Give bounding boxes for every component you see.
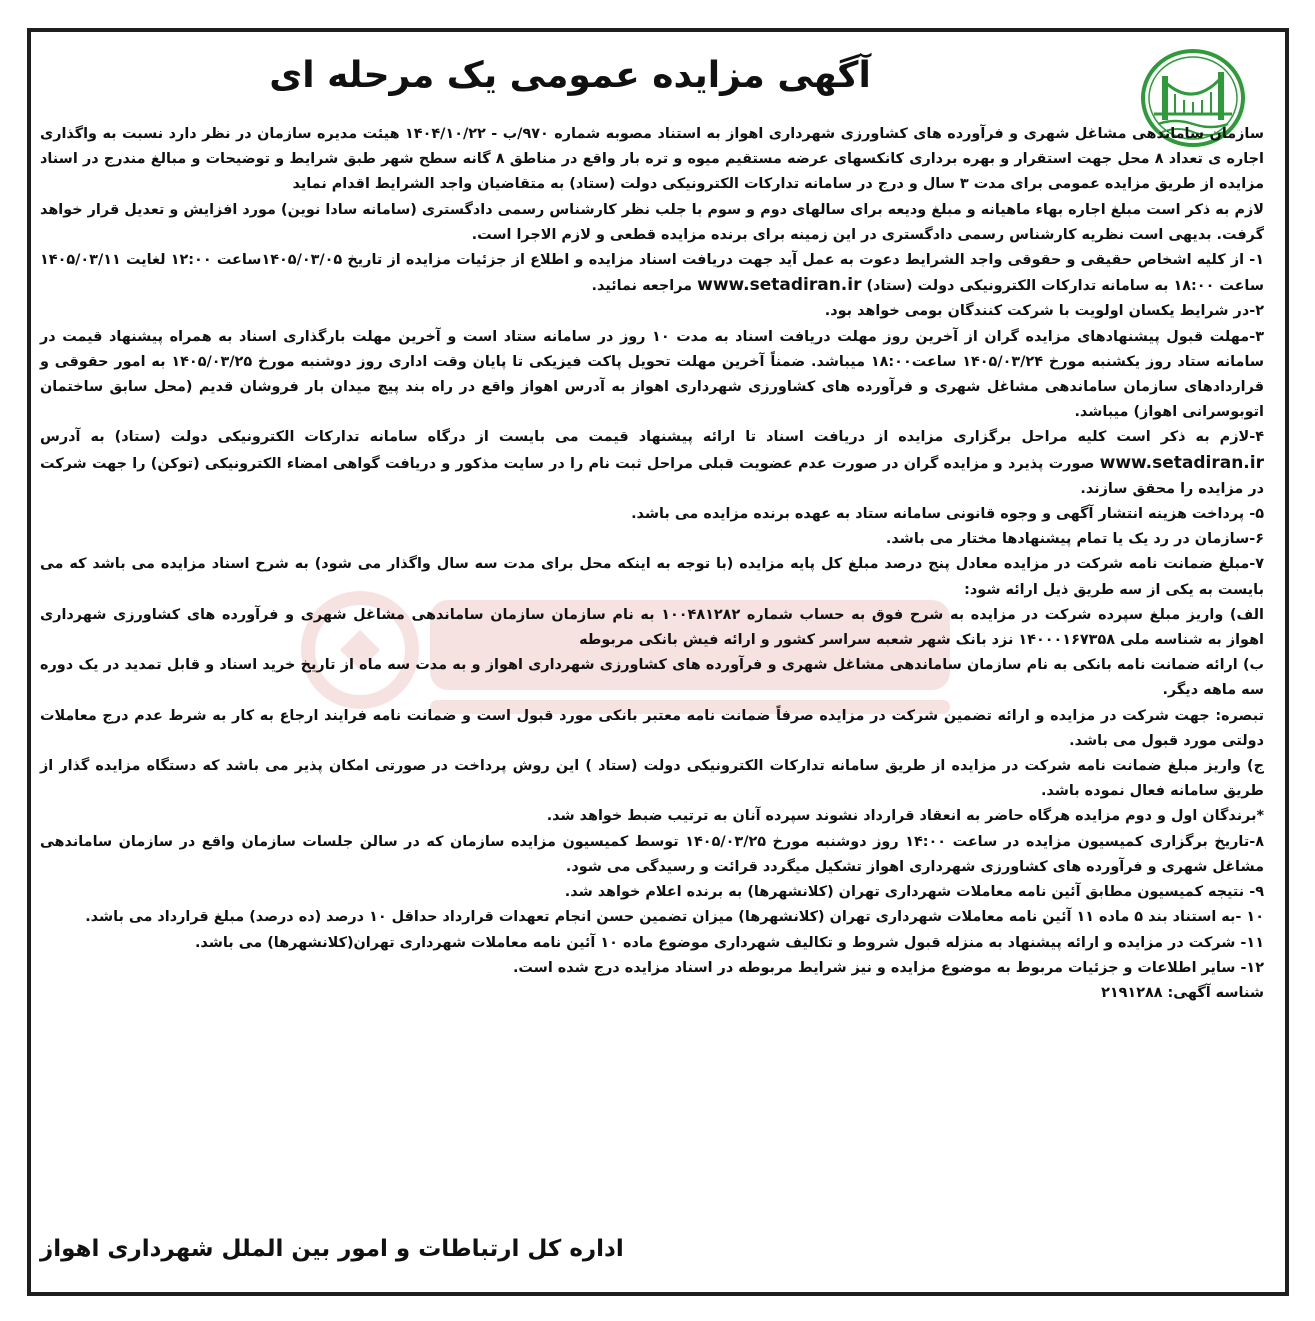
footer-signature: اداره کل ارتباطات و امور بین الملل شهرداری اهواز (40, 1236, 624, 1262)
item-4-tail: صورت پذیرد و مزایده گران در صورت عدم عضویت قبلی مراحل ثبت نام را در سایت مذکور و دریافت گواهی امضاء الکترونیکی (توکن) را جهت شرکت در مزایده را محقق سازند. (40, 455, 1264, 497)
setad-url-link-2[interactable]: www.setadiran.ir (1099, 452, 1264, 473)
item-7-option-alef: الف) واریز مبلغ سپرده شرکت در مزایده به شرح فوق به حساب شماره ۱۰۰۴۸۱۲۸۲ به نام سازمان سازمان ساماندهی مشاغل شهری و فرآورده های کشاورزی شهرداری اهواز به شناسه ملی ۱۴۰۰۰۱۶۷۳۵۸ نزد بانک شهر شعبه سراسر کشور و ارائه فیش بانکی مربوطه (40, 606, 1264, 649)
star-note: *برندگان اول و دوم مزایده هرگاه حاضر به انعقاد قرارداد نشوند سپرده آنان به ترتیب ضبط خواهد شد. (546, 808, 1264, 825)
item-1 (40, 248, 1264, 299)
notice-body (40, 122, 1264, 1006)
item-11: ۱۱- شرکت در مزایده و ارائه پیشنهاد به منزله قبول شروط و تکالیف شهرداری موضوع ماده ۱۰ آئین نامه معاملات شهرداری تهران(کلانشهرها) می باشد. (194, 934, 1264, 951)
item-10: ۱۰ -به استناد بند ۵ ماده ۱۱ آئین نامه معاملات شهرداری تهران (کلانشهرها) میزان تضمین حسن انجام تعهدات قرارداد حداقل ۱۰ درصد (ده درصد) مبلغ قرارداد می باشد. (85, 909, 1264, 926)
page-title: آگهی مزایده عمومی یک مرحله ای (269, 55, 871, 96)
item-7: ۷-مبلغ ضمانت نامه شرکت در مزایده معادل پنج درصد مبلغ کل پایه مزایده (با توجه به اینکه محل برای مدت سه سال واگذار می شود) به شرح اسناد مزایده می باشد که می بایست به یکی از سه طریق ذیل ارائه شود: (40, 556, 1264, 598)
item-3: ۳-مهلت قبول پیشنهادهای مزایده گران از آخرین روز مهلت دریافت اسناد به مدت ۱۰ روز در سامانه ستاد است و آخرین مهلت بارگذاری اسناد به همراه پیشنهاد قیمت در سامانه ستاد روز یکشنبه مورخ ۱۴۰۵/۰۳/۲۴ ساعت۱۸:۰۰ میباشد. ضمناً آخرین مهلت تحویل پاکت فیزیکی تا پایان وقت اداری روز دوشنبه مورخ ۱۴۰۵/۰۳/۲۵ به امور حقوقی و قراردادهای سازمان ساماندهی مشاغل شهری و فرآورده های کشاورزی شهرداری اهواز به آدرس اهواز واقع در راه بند پیچ میدان بار فروشان قدیم (محل سابق ساختمان اتوبوسرانی اهواز) میباشد. (40, 328, 1265, 421)
item-8: ۸-تاریخ برگزاری کمیسیون مزایده در ساعت ۱۴:۰۰ روز دوشنبه مورخ ۱۴۰۵/۰۳/۲۵ توسط کمیسیون مزایده سازمان که در سالن جلسات سازمان واقع در سازمان ساماندهی مشاغل شهری و فرآورده های کشاورزی شهرداری اهواز تشکیل میگردد قرائت و رسیدگی می شود. (40, 833, 1264, 875)
item-5: ۵- پرداخت هزینه انتشار آگهی و وجوه قانونی سامانه ستاد به عهده برنده مزایده می باشد. (631, 506, 1264, 523)
item-6: ۶-سازمان در رد یک یا تمام پیشنهادها مختار می باشد. (885, 531, 1264, 548)
item-7-option-be: ب) ارائه ضمانت نامه بانکی به نام سازمان ساماندهی مشاغل شهری و فرآورده های کشاورزی شهرداری اهواز و به مدت سه ماه از تاریخ خرید اسناد و قابل تمدید در یک دوره سه ماهه دیگر. (40, 657, 1264, 699)
note-paragraph: تبصره: جهت شرکت در مزایده و ارائه تضمین شرکت در مزایده صرفاً ضمانت نامه معتبر بانکی مورد قبول است و ضمانت نامه فرایند ارجاع به کار به شرط عدم درج معاملات دولتی مورد قبول می باشد. (40, 707, 1264, 749)
item-7-option-jim: ج) واریز مبلغ ضمانت نامه شرکت در مزایده از طریق سامانه تدارکات الکترونیکی دولت (ستاد ) این روش پرداخت در صورتی امکان پذیر می باشد که دستگاه مزایده گذار از طریق سامانه فعال نموده باشد. (40, 758, 1264, 800)
item-1-text: ۱- از کلیه اشخاص حقیقی و حقوقی واجد الشرایط دعوت به عمل آید جهت دریافت اسناد مزایده و اطلاع از جزئیات مزایده از تاریخ ۱۴۰۵/۰۳/۰۵ساعت ۱۲:۰۰ لغایت ۱۴۰۵/۰۳/۱۱ ساعت ۱۸:۰۰ به سامانه تدارکات الکترونیکی دولت (ستاد) (40, 252, 1264, 295)
item-4-text: ۴-لازم به ذکر است کلیه مراحل برگزاری مزایده از دریافت اسناد تا ارائه پیشنهاد قیمت می بایست از درگاه سامانه تدارکات الکترونیکی دولت (ستاد) به آدرس (40, 429, 1264, 446)
intro-note-paragraph: لازم به ذکر است مبلغ اجاره بهاء ماهیانه و مبلغ ودیعه برای سالهای دوم و سوم با جلب نظر کارشناس رسمی دادگستری (سامانه سادا نوین) مورد افزایش و تعدیل قرار خواهد گرفت. بدیهی است نظریه کارشناس رسمی دادگستری در این زمینه برای برنده مزایده قطعی و لازم الاجرا است. (40, 201, 1264, 243)
item-4 (40, 425, 1264, 502)
item-2: ۲-در شرایط یکسان اولویت با شرکت کنندگان بومی خواهد بود. (824, 303, 1264, 320)
setad-url-link[interactable]: www.setadiran.ir (697, 275, 862, 296)
ad-id: شناسه آگهی: ۲۱۹۱۲۸۸ (1101, 984, 1264, 1001)
item-9: ۹- نتیجه کمیسیون مطابق آئین نامه معاملات شهرداری تهران (کلانشهرها) به برنده اعلام خواهد شد. (564, 884, 1264, 901)
intro-paragraph: سازمان ساماندهی مشاغل شهری و فرآورده های کشاورزی شهرداری اهواز به استناد مصوبه شماره ۹۷۰/ب - ۱۴۰۴/۱۰/۲۲ هیئت مدیره سازمان در نظر دارد نسبت به واگذاری اجاره ی تعداد ۸ محل جهت استقرار و بهره برداری کانکسهای عرضه مستقیم میوه و تره بار واقع در مناطق ۸ گانه سطح شهر طبق شرایط و توضیحات و مبالغ مندرج در اسناد مزایده از طریق مزایده عمومی برای مدت ۳ سال و درج در سامانه تدارکات الکترونیکی دولت (ستاد) به متقاضیان واجد الشرایط اقدام نماید (40, 126, 1264, 193)
item-1-tail: مراجعه نمائید. (591, 278, 693, 295)
item-12: ۱۲- سایر اطلاعات و جزئیات مربوط به موضوع مزایده و نیز شرایط مربوطه در اسناد مزایده درج شده است. (512, 959, 1264, 976)
